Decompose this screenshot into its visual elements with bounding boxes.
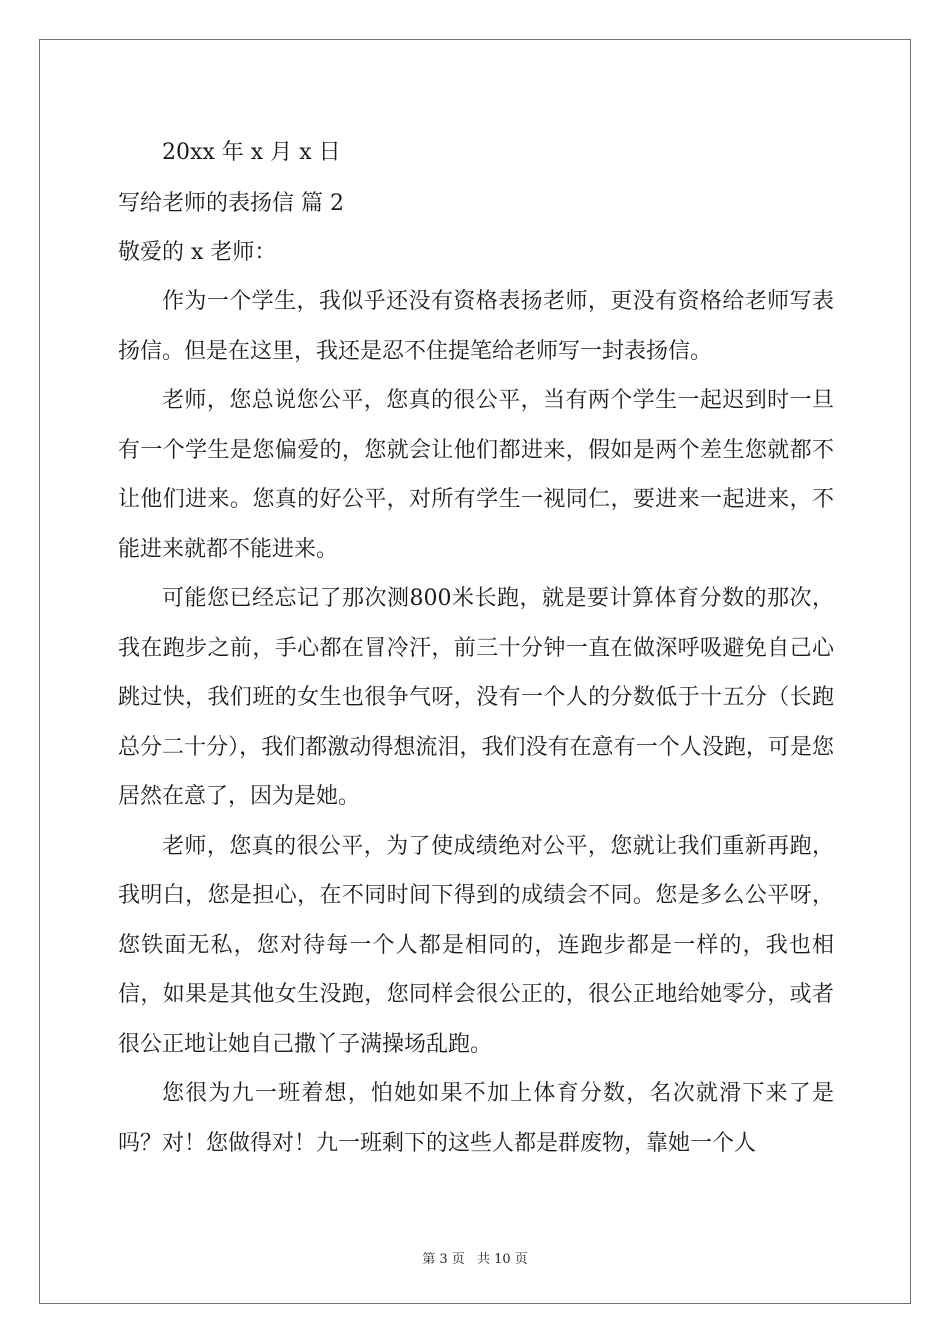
- paragraph: 可能您已经忘记了那次测800米长跑，就是要计算体育分数的那次，我在跑步之前，手心都在冒冷汗，前三十分钟一直在做深呼吸避免自己心跳过快，我们班的女生也很争气呀，没有一个人的分数低于十五分（长跑总分二十分），我们都激动得想流泪，我们没有在意有一个人没跑，可是您居然在意了，因为是她。: [118, 586, 834, 809]
- paragraph: 老师，您真的很公平，为了使成绩绝对公平，您就让我们重新再跑，我明白，您是担心，在不同时间下得到的成绩会不同。您是多么公平呀，您铁面无私，您对待每一个人都是相同的，连跑步都是一样的，我也相信，如果是其他女生没跑，您同样会很公正的，很公正地给她零分，或者很公正地让她自己撒丫子满操场乱跑。: [118, 833, 834, 1057]
- document-body: [118, 128, 834, 1168]
- page-total: 共 10 页: [476, 1252, 528, 1267]
- page-number: 第 3 页: [422, 1252, 465, 1267]
- paragraph: 作为一个学生，我似乎还没有资格表扬老师，更没有资格给老师写表扬信。但是在这里，我还是忍不住提笔给老师写一封表扬信。: [118, 289, 834, 364]
- page-footer: [0, 1248, 950, 1267]
- letter-date: 20xx 年 x 月 x 日: [162, 140, 341, 165]
- paragraph: 您很为九一班着想，怕她如果不加上体育分数，名次就滑下来了是吗？对！您做得对！九一班剩下的这些人都是群废物，靠她一个人: [118, 1081, 834, 1156]
- paragraph: 老师，您总说您公平，您真的很公平，当有两个学生一起迟到时一旦有一个学生是您偏爱的，您就会让他们都进来，假如是两个差生您就都不让他们进来。您真的好公平，对所有学生一视同仁，要进来一起进来，不能进来就都不能进来。: [118, 388, 834, 562]
- letter-salutation: 敬爱的 x 老师：: [118, 240, 277, 265]
- letter-heading: 写给老师的表扬信 篇 2: [118, 191, 344, 216]
